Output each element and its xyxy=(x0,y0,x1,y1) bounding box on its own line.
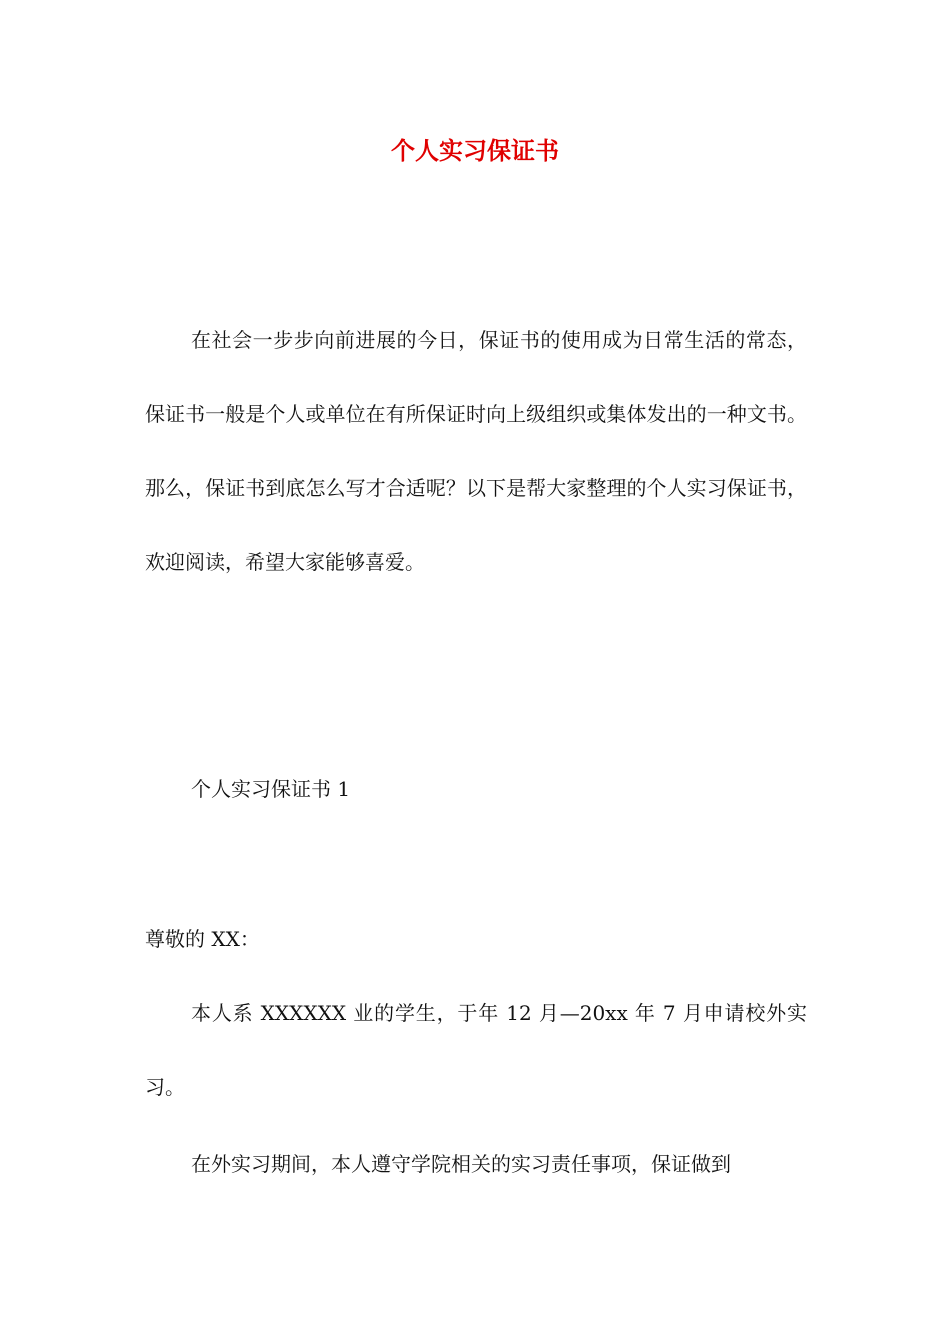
intro-paragraph: 在社会一步步向前进展的今日，保证书的使用成为日常生活的常态，保证书一般是个人或单位在有所保证时向上级组织或集体发出的一种文书。那么，保证书到底怎么写才合适呢？以下是帮大家整理的个人实习保证书，欢迎阅读，希望大家能够喜爱。 xyxy=(145,328,807,574)
body-paragraph: 在外实习期间，本人遵守学院相关的实习责任事项，保证做到 xyxy=(191,1152,731,1176)
document-title: 个人实习保证书 xyxy=(391,136,559,165)
section-heading: 个人实习保证书 1 xyxy=(191,777,351,801)
salutation: 尊敬的 XX： xyxy=(145,927,260,951)
body-paragraph: 本人系 XXXXXX 业的学生，于年 12 月—20xx 年 7 月申请校外实习。 xyxy=(145,1001,807,1099)
